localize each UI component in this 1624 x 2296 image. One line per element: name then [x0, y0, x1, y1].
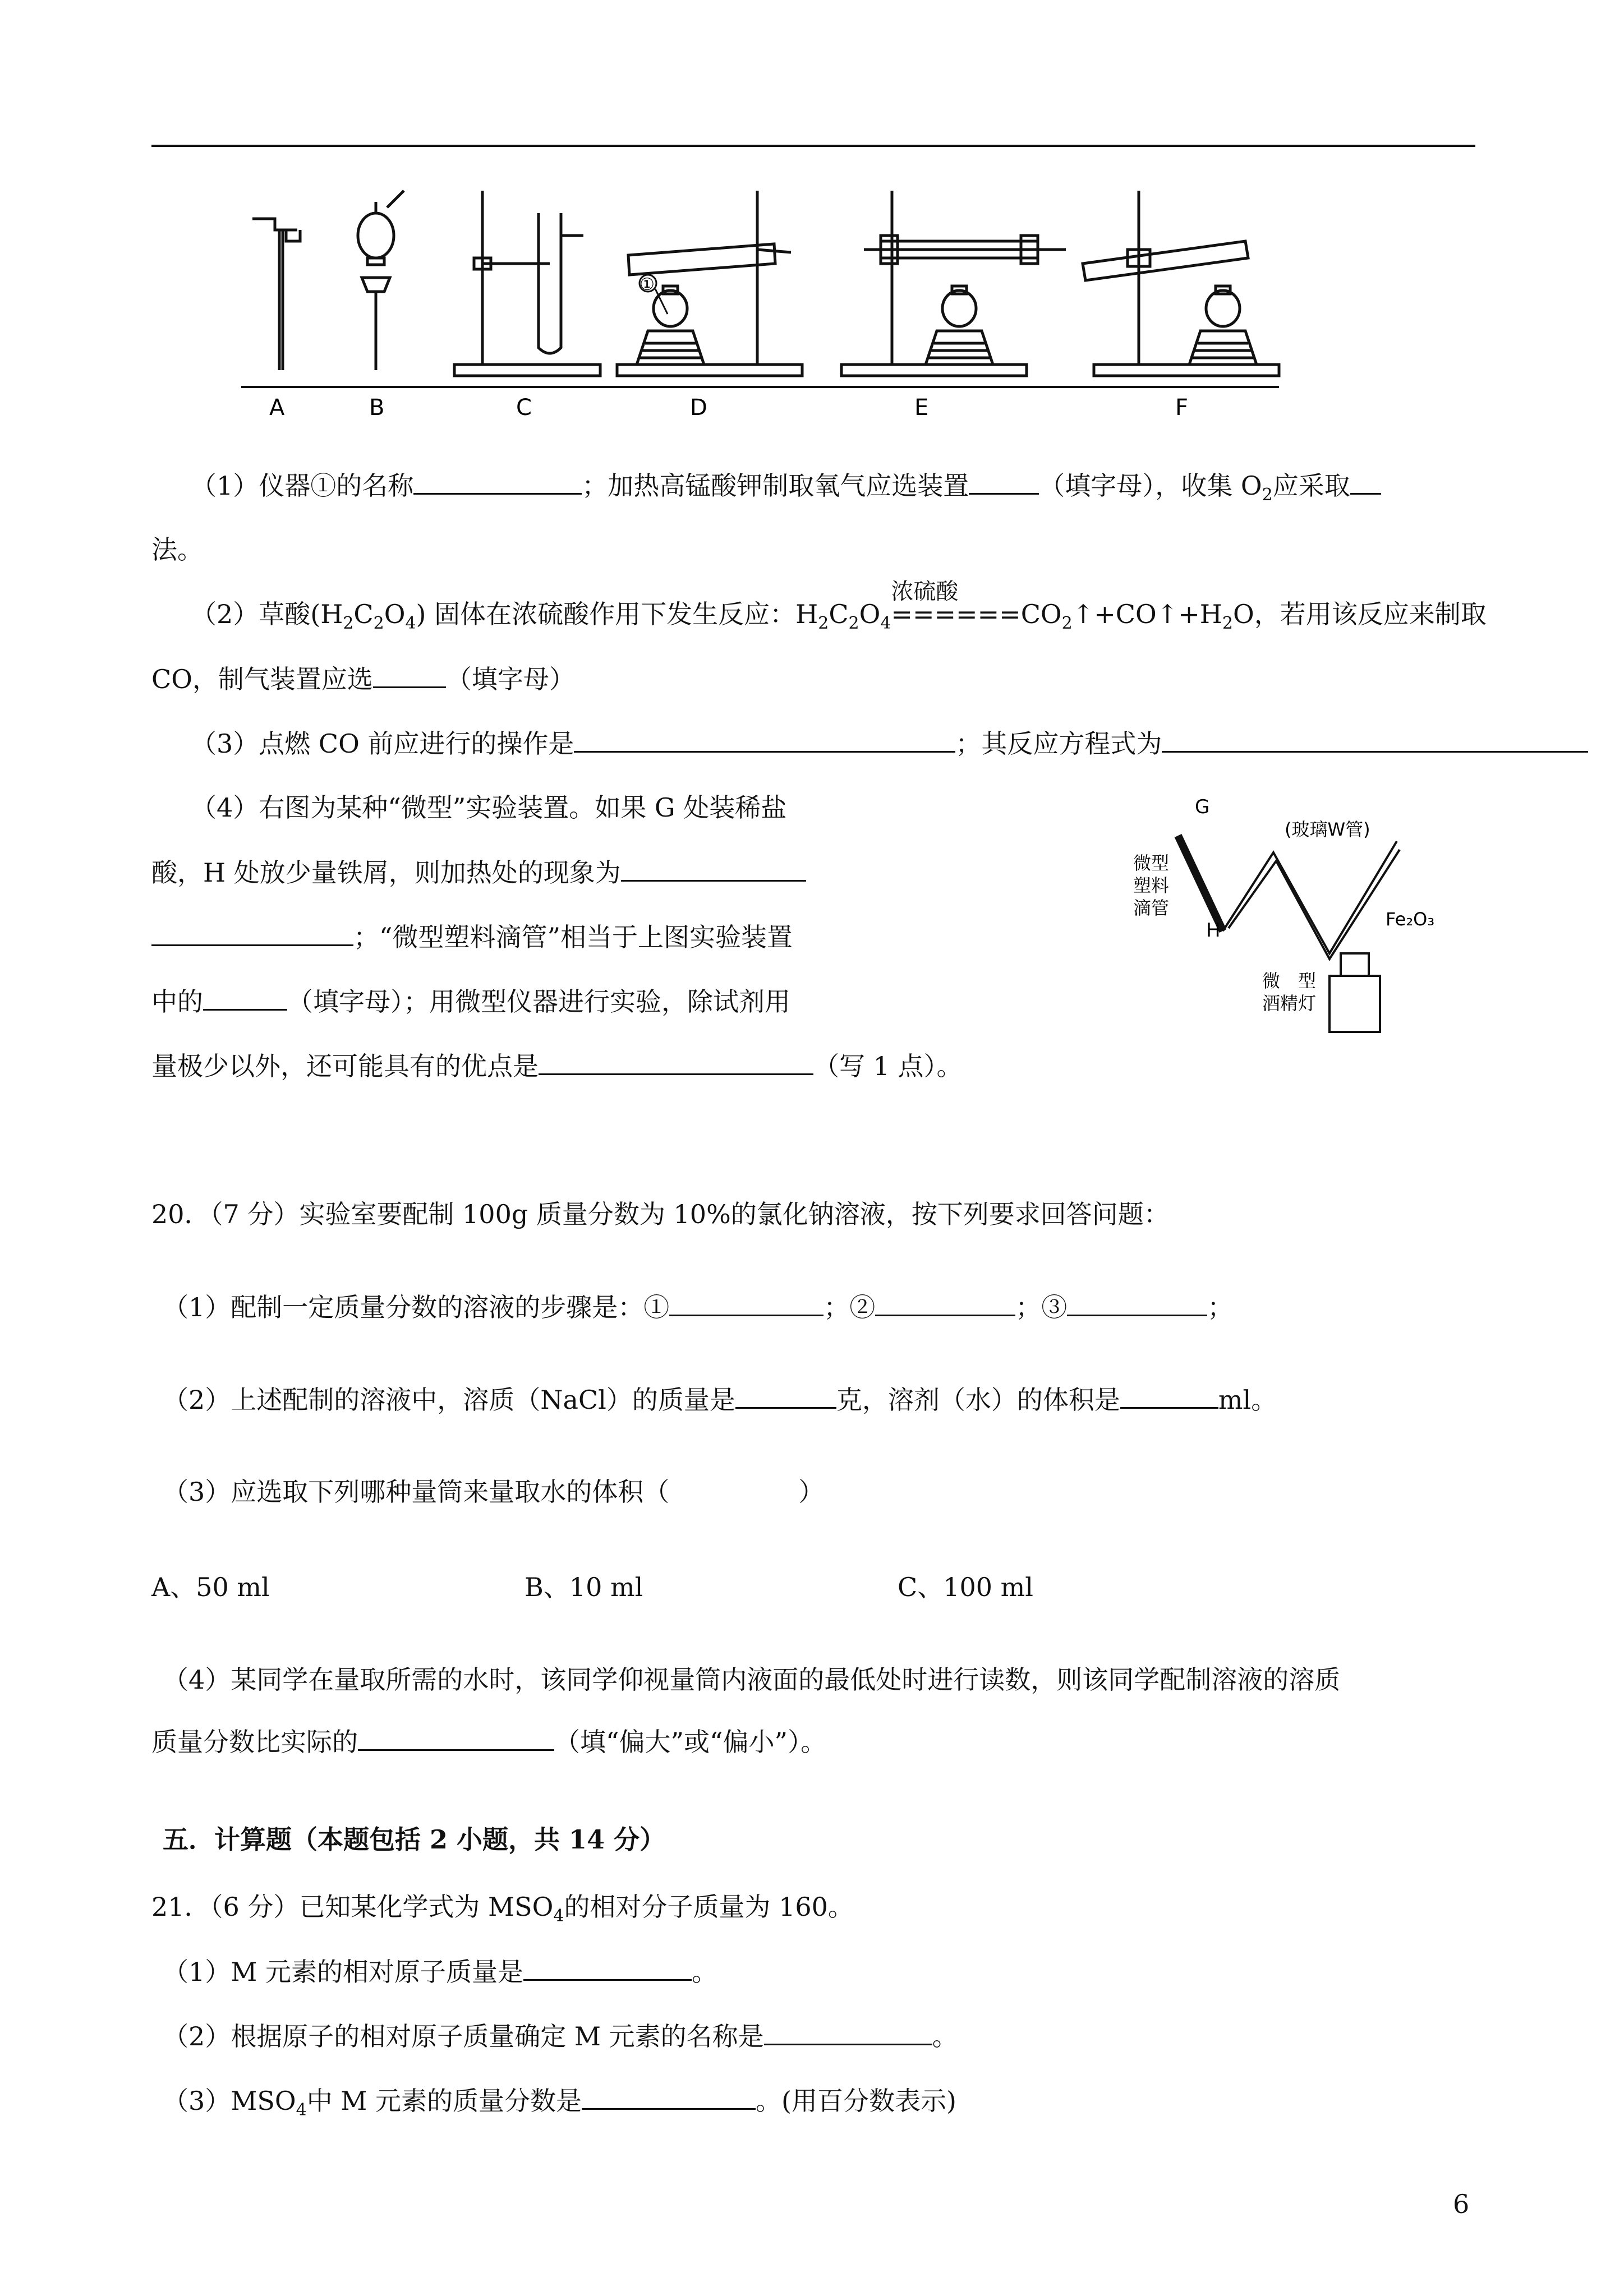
q20-title: [151, 1197, 1170, 1231]
q19-p4-blank-1[interactable]: [621, 855, 806, 882]
apparatus-f-heating-setup: [1083, 191, 1279, 376]
q21-part2: [163, 2019, 958, 2053]
text: O: [384, 599, 406, 629]
apparatus-label-a: A: [269, 395, 285, 421]
q19-part4-line1: [191, 791, 786, 824]
catalyst-label: 浓硫酸: [891, 579, 959, 605]
q19-p1-text-a: （1）仪器①的名称: [191, 471, 414, 501]
text: 克，溶剂（水）的体积是: [836, 1385, 1120, 1415]
text: （填字母）: [445, 664, 575, 694]
q19-part4-line2: [151, 855, 806, 889]
q19-part2-line1: [191, 579, 1487, 640]
reaction-arrow: ======: [891, 599, 1021, 629]
micro-label-fe2o3: Fe₂O₃: [1386, 909, 1435, 930]
micro-label-lamp-2: 酒精灯: [1262, 993, 1317, 1014]
apparatus-b-separatory-funnel: [358, 191, 404, 370]
q20-part4-line2: [151, 1725, 826, 1759]
micro-label-dropper-3: 滴管: [1133, 897, 1170, 919]
q19-p4-blank-3[interactable]: [203, 984, 287, 1011]
q19-p1-blank-2[interactable]: [969, 468, 1039, 495]
sub: 4: [296, 2100, 307, 2120]
text: ；②: [823, 1292, 876, 1322]
text: （写 1 点）。: [813, 1051, 963, 1081]
q20-p1-blank-3[interactable]: [1067, 1290, 1207, 1316]
text: （1）M 元素的相对原子质量是: [163, 1957, 523, 1987]
micro-label-tube: (玻璃W管): [1285, 819, 1370, 840]
q20-option-b: [525, 1570, 643, 1604]
text: （填“偏大”或“偏小”）。: [554, 1727, 827, 1757]
apparatus-label-b: B: [369, 395, 385, 421]
text: ；: [1207, 1292, 1234, 1322]
q19-p3-blank-1[interactable]: [574, 726, 955, 753]
q19-part2-line2: [151, 662, 575, 696]
q19-part1-line2: [151, 533, 203, 566]
text: （3）应选取下列哪种量筒来量取水的体积（ ）: [163, 1477, 825, 1507]
q20-p2-blank-1[interactable]: [735, 1382, 836, 1409]
text: 量极少以外，还可能具有的优点是: [151, 1051, 539, 1081]
text: C、100 ml: [898, 1572, 1033, 1602]
q19-p1-blank-3[interactable]: [1350, 468, 1381, 495]
section-5-title: [163, 1823, 665, 1856]
q19-p1-text-d: 应采取: [1272, 471, 1350, 501]
text: （3）点燃 CO 前应进行的操作是: [191, 729, 574, 759]
text: 。: [692, 1957, 717, 1987]
q19-p2-text-a: （2）草酸(H: [191, 599, 343, 629]
text: 的相对分子质量为 160。: [564, 1892, 854, 1922]
micro-label-dropper-1: 微型: [1133, 852, 1170, 874]
text: 21．（6 分）已知某化学式为 MSO: [151, 1892, 554, 1922]
q19-p4-blank-4[interactable]: [539, 1049, 813, 1075]
q19-p3-blank-2[interactable]: [1162, 726, 1588, 753]
sub: 4: [553, 1906, 564, 1926]
header-rule: [151, 145, 1475, 147]
micro-label-g: G: [1195, 796, 1210, 818]
sub: 2: [1222, 614, 1233, 634]
text: O: [859, 599, 881, 629]
micro-apparatus-figure: [1116, 785, 1475, 1043]
q21-p3-blank[interactable]: [582, 2083, 756, 2110]
apparatus-e-heating-setup: [841, 191, 1066, 376]
text: C: [829, 599, 849, 629]
q20-part1: [163, 1290, 1233, 1324]
text: （3）MSO: [163, 2086, 296, 2116]
q19-p1-text-c: （填字母），收集 O: [1039, 471, 1262, 501]
text: B、10 ml: [525, 1572, 643, 1602]
sub: 2: [848, 614, 859, 634]
q19-p2-blank[interactable]: [373, 662, 446, 688]
sub: 4: [880, 614, 891, 634]
micro-label-dropper-2: 塑料: [1133, 875, 1170, 896]
apparatus-marker-1: ①: [640, 275, 655, 294]
text: 中 M 元素的质量分数是: [306, 2086, 582, 2116]
q20-part3: [163, 1475, 824, 1509]
q20-p1-blank-1[interactable]: [669, 1290, 823, 1316]
q21-title: [151, 1890, 854, 1933]
apparatus-label-f: F: [1175, 395, 1189, 421]
text: （4）右图为某种“微型”实验装置。如果 G 处装稀盐: [191, 792, 787, 823]
q19-p1-text-b: ；加热高锰酸钾制取氧气应选装置: [582, 471, 969, 501]
text: ml。: [1218, 1385, 1277, 1415]
reaction-condition: [891, 579, 1021, 631]
text: 五．计算题（本题包括 2 小题，共 14 分）: [163, 1824, 666, 1855]
text: 。(用百分数表示): [756, 2086, 956, 2116]
text: O，若用该反应来制取: [1233, 599, 1487, 629]
text: ↑+CO↑+H: [1072, 599, 1222, 629]
sub: 4: [405, 614, 416, 634]
q19-p4-blank-2[interactable]: [151, 920, 353, 946]
text: ；③: [1015, 1292, 1068, 1322]
text: ；其反应方程式为: [955, 729, 1162, 759]
sub: 2: [818, 614, 829, 634]
q19-part4-line3: [151, 920, 793, 954]
page-number: [1453, 2187, 1469, 2221]
q19-part4-line5: [151, 1049, 963, 1083]
micro-label-lamp-1: 微 型: [1262, 970, 1317, 992]
q19-p1-text-e: 法。: [151, 534, 203, 565]
apparatus-a-funnel: [252, 219, 300, 370]
text: CO，制气装置应选: [151, 664, 373, 694]
text: 6: [1453, 2189, 1470, 2219]
text: （1）配制一定质量分数的溶液的步骤是：①: [163, 1292, 670, 1322]
text: （2）根据原子的相对原子质量确定 M 元素的名称是: [163, 2021, 764, 2051]
q20-part2: [163, 1382, 1277, 1417]
sub: 2: [343, 614, 354, 634]
apparatus-label-c: C: [516, 395, 532, 421]
q20-part4-line1: [163, 1663, 1340, 1696]
text: ) 固体在浓硫酸作用下发生反应：H: [416, 599, 818, 629]
q19-p1-blank-1[interactable]: [413, 468, 582, 495]
sub: 2: [373, 614, 384, 634]
text: （4）某同学在量取所需的水时，该同学仰视量筒内液面的最低处时进行读数，则该同学配制溶液的溶质: [163, 1665, 1341, 1695]
q19-part3: [191, 726, 1588, 760]
text: 。: [932, 2021, 958, 2051]
text: A、50 ml: [151, 1572, 270, 1602]
apparatus-label-e: E: [914, 395, 929, 421]
q19-part4-line4: [151, 984, 790, 1018]
q19-part1-line1: [191, 468, 1381, 512]
text: 酸，H 处放少量铁屑，则加热处的现象为: [151, 857, 621, 888]
text: 中的: [151, 986, 203, 1017]
apparatus-figure: [236, 179, 1335, 437]
q20-option-a: [151, 1570, 270, 1604]
text: （填字母）；用微型仪器进行实验，除试剂用: [287, 986, 790, 1017]
apparatus-label-d: D: [690, 395, 707, 421]
text: CO: [1020, 599, 1062, 629]
apparatus-c-stand-test-tube: [454, 191, 600, 376]
text: （2）上述配制的溶液中，溶质（NaCl）的质量是: [163, 1385, 735, 1415]
q21-p2-blank[interactable]: [764, 2019, 932, 2045]
q20-p1-blank-2[interactable]: [875, 1290, 1015, 1316]
q19-p1-sub: 2: [1262, 485, 1273, 505]
q21-part3: [163, 2083, 956, 2127]
q20-option-c: [898, 1570, 1033, 1604]
text: ；“微型塑料滴管”相当于上图实验装置: [353, 922, 793, 952]
text: C: [353, 599, 374, 629]
micro-label-h: H: [1206, 919, 1221, 942]
q20-p4-blank[interactable]: [358, 1725, 554, 1751]
q21-part1: [163, 1954, 717, 1989]
q21-p1-blank[interactable]: [523, 1954, 692, 1981]
text: 质量分数比实际的: [151, 1727, 358, 1757]
text: 20．（7 分）实验室要配制 100g 质量分数为 10%的氯化钠溶液，按下列要求回答问题：: [151, 1199, 1170, 1229]
q20-p2-blank-2[interactable]: [1120, 1382, 1218, 1409]
sub: 2: [1061, 614, 1073, 634]
